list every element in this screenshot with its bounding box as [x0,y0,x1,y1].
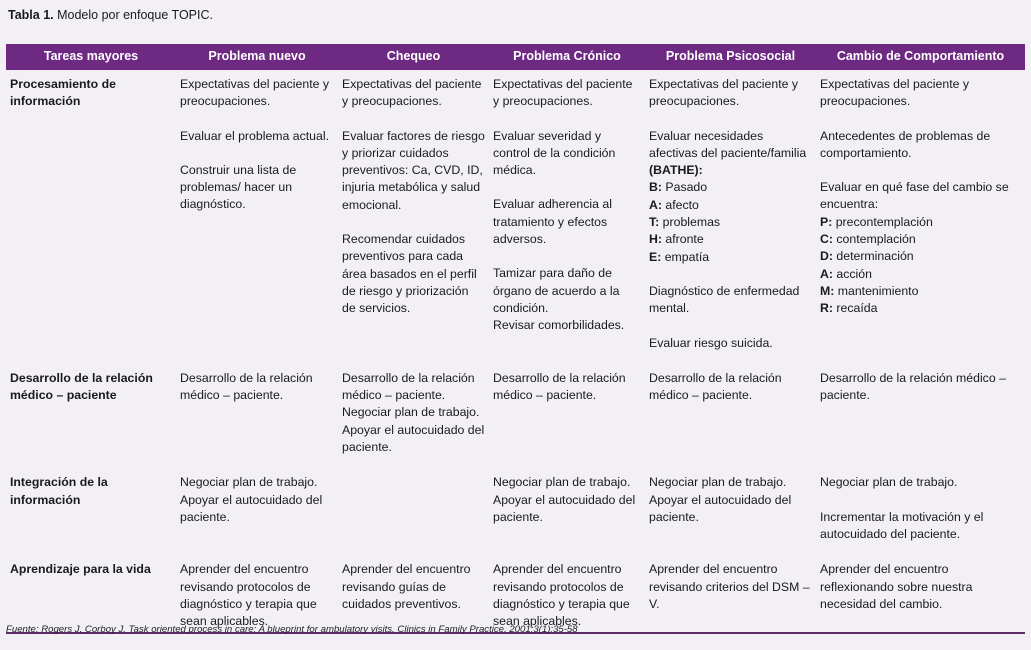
cell-text: Evaluar factores de riesgo y priorizar cuidados preventivos: Ca, CVD, ID, injuria metabólica y salud emocional. [342,128,485,212]
cell-text: Evaluar adherencia al tratamiento y efectos adversos. [493,197,612,247]
table-cell [489,472,645,559]
cell-text: Negociar plan de trabajo. [180,475,318,490]
cell-text: Negociar plan de trabajo. [649,475,787,490]
cell-paragraph [493,265,641,317]
cell-paragraph [820,179,1021,214]
table-cell [338,368,489,472]
header-problema-psicosocial: Problema Psicosocial [645,44,816,72]
cell-text: Construir una lista de problemas/ hacer un diagnóstico. [180,162,297,212]
cell-paragraph [493,474,641,491]
stage-letter: E: [649,249,662,264]
table-header-row [6,44,1025,72]
cell-paragraph [649,128,812,180]
cell-text: Antecedentes de problemas de comportamiento. [820,128,991,160]
cell-text: determinación [832,249,914,264]
cell-text: Incrementar la motivación y el autocuidado del paciente. [820,509,984,541]
cell-paragraph [649,492,812,527]
cell-text: Aprender del encuentro revisando protocolos de diagnóstico y terapia que sean aplicables. [180,562,317,629]
cell-paragraph [820,76,1021,111]
cell-text: Negociar plan de trabajo. [493,475,631,490]
header-problema-cronico: Problema Crónico [489,44,645,72]
cell-paragraph [180,492,334,527]
cell-text: Apoyar el autocuidado del paciente. [649,492,792,524]
cell-text: Desarrollo de la relación médico – paciente. [180,370,313,403]
stage-letter: D: [820,249,833,264]
cell-text: recaída [832,301,878,316]
cell-paragraph [820,561,1021,613]
stage-letter: R: [820,301,833,316]
task-cell: Desarrollo de la relación médico – paciente [10,370,153,403]
cell-paragraph [342,422,485,457]
task-cell: Procesamiento de información [10,77,116,109]
cell-paragraph [820,214,1021,231]
cell-text: Negociar plan de trabajo. [820,475,958,490]
cell-text: acción [832,266,872,281]
cell-text: Aprender del encuentro reflexionando sobre nuestra necesidad del cambio. [820,562,973,611]
cell-paragraph [180,76,334,111]
cell-paragraph [820,509,1021,544]
table-cell [176,559,338,633]
cell-text: Aprender del encuentro revisando criterios del DSM – V. [649,562,810,611]
table-cell [338,472,489,559]
cell-text: Pasado [661,180,708,195]
table-cell [645,559,816,633]
cell-text: Apoyar el autocuidado del paciente. [180,492,323,524]
cell-paragraph [493,76,641,111]
header-tareas: Tareas mayores [6,44,176,72]
cell-paragraph [820,370,1021,405]
cell-paragraph [649,561,812,613]
stage-letter: M: [820,283,835,298]
cell-paragraph [493,561,641,630]
cell-text: Expectativas del paciente y preocupaciones. [342,77,482,109]
cell-paragraph [493,492,641,527]
cell-text: Expectativas del paciente y preocupaciones. [649,77,799,109]
stage-letter: C: [820,232,833,247]
cell-text: Diagnóstico de enfermedad mental. [649,283,800,316]
cell-text: problemas [659,215,721,230]
stage-letter: T: [649,215,660,230]
table-cell [176,72,338,368]
table-cell [489,72,645,368]
stage-letter: A: [820,266,833,281]
cell-text: Expectativas del paciente y preocupaciones. [820,77,970,109]
cell-text: Evaluar el problema actual. [180,128,330,143]
cell-paragraph [649,197,812,214]
cell-text: Evaluar en qué fase del cambio se encuentra: [820,180,1009,212]
cell-paragraph [820,283,1021,300]
cell-paragraph [649,335,812,352]
cell-text: precontemplación [832,214,933,229]
table-cell [816,72,1025,368]
table-cell [338,559,489,633]
cell-paragraph [649,179,812,196]
cell-paragraph [342,370,485,405]
cell-paragraph [180,162,334,214]
cell-text: Apoyar el autocuidado del paciente. [342,422,485,455]
table-cell [176,368,338,472]
table-cell [489,368,645,472]
table-row [6,472,1025,559]
cell-text: Evaluar riesgo suicida. [649,335,773,350]
table-cell [338,72,489,368]
cell-paragraph [820,266,1021,283]
table-cell [645,72,816,368]
cell-paragraph [342,404,485,421]
cell-paragraph [649,231,812,248]
cell-paragraph [180,561,334,630]
stage-letter: B: [649,180,662,195]
table-cell [816,472,1025,559]
header-chequeo: Chequeo [338,44,489,72]
cell-paragraph [649,474,812,491]
cell-text: contemplación [832,232,916,247]
cell-paragraph [820,248,1021,265]
caption-text: Modelo por enfoque TOPIC. [53,8,213,22]
cell-text: Recomendar cuidados preventivos para cada área basados en el perfil de riesgo y priorización de servicios. [342,232,477,316]
cell-text: Expectativas del paciente y preocupaciones. [493,77,633,109]
cell-paragraph [493,317,641,334]
cell-text: Evaluar necesidades afectivas del paciente/familia [649,128,807,160]
stage-letter: H: [649,232,662,247]
cell-text: Negociar plan de trabajo. [342,405,480,420]
cell-paragraph [649,283,812,318]
cell-paragraph [493,370,641,405]
table-row [6,368,1025,472]
source-note: Fuente: Rogers J, Corboy J. Task oriented process in care: A blueprint for ambulatory visits. Clinics in Family Practice. 2001;3(1):35-58 [6,624,578,635]
cell-paragraph [180,474,334,491]
cell-text: mantenimiento [834,283,919,298]
table-cell [176,472,338,559]
cell-text: Desarrollo de la relación médico – paciente. [649,370,782,403]
cell-text: afecto [661,197,699,212]
cell-text: Evaluar severidad y control de la condición médica. [493,128,616,178]
table-row [6,559,1025,633]
stage-letter: A: [649,197,662,212]
cell-paragraph [649,370,812,405]
cell-text: Apoyar el autocuidado del paciente. [493,492,636,524]
cell-paragraph [820,128,1021,163]
cell-text: afronte [661,232,704,247]
cell-text: Tamizar para daño de órgano de acuerdo a la condición. [493,266,620,315]
table-cell [816,559,1025,633]
table-caption [8,8,213,22]
cell-text: Desarrollo de la relación médico – paciente. [493,370,626,403]
table-cell [645,472,816,559]
header-problema-nuevo: Problema nuevo [176,44,338,72]
table-cell [489,559,645,633]
cell-paragraph [342,231,485,317]
cell-text: Aprender del encuentro revisando guías de cuidados preventivos. [342,562,471,611]
cell-text: Revisar comorbilidades. [493,318,625,333]
task-cell: Integración de la información [10,475,108,507]
cell-text: Desarrollo de la relación médico – paciente. [820,370,1006,403]
cell-paragraph [649,214,812,231]
cell-paragraph [649,76,812,111]
bathe-label: (BATHE): [649,163,703,178]
stage-letter: P: [820,214,833,229]
cell-text: Expectativas del paciente y preocupaciones. [180,77,330,109]
cell-text: Aprender del encuentro revisando protocolos de diagnóstico y terapia que sean aplicables. [493,562,630,629]
cell-paragraph [342,76,485,111]
header-cambio-comportamiento: Cambio de Comportamiento [816,44,1025,72]
cell-paragraph [820,474,1021,491]
cell-paragraph [649,249,812,266]
cell-text: Desarrollo de la relación médico – paciente. [342,370,475,403]
cell-paragraph [820,300,1021,317]
task-cell: Aprendizaje para la vida [6,559,176,633]
cell-paragraph [493,128,641,180]
cell-paragraph [820,231,1021,248]
table-cell [816,368,1025,472]
table-cell [645,368,816,472]
cell-text: empatía [661,249,710,264]
table-row [6,72,1025,368]
topic-model-table [6,44,1025,634]
caption-label: Tabla 1. [8,8,54,22]
cell-paragraph [342,128,485,214]
cell-paragraph [180,128,334,145]
cell-paragraph [180,370,334,405]
cell-paragraph [493,196,641,248]
cell-paragraph [342,561,485,613]
